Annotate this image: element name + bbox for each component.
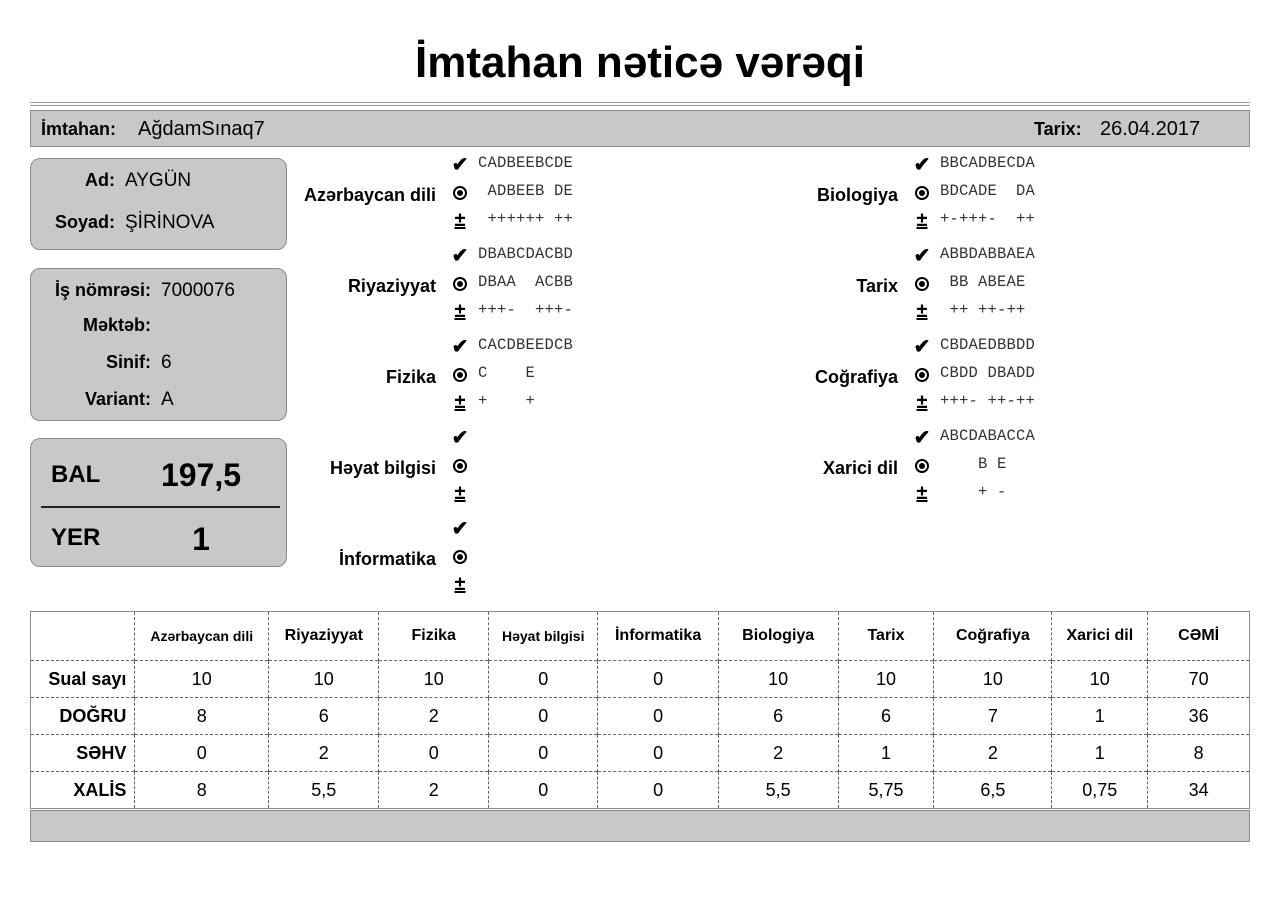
table-cell: 10 xyxy=(1052,661,1148,698)
table-cell: 5,5 xyxy=(718,772,838,809)
table-cell: 6,5 xyxy=(934,772,1052,809)
answer-marks: + - xyxy=(940,483,1007,501)
table-cell: 5,75 xyxy=(838,772,934,809)
table-header-cell: Biologiya xyxy=(718,612,838,661)
variant-label: Variant: xyxy=(84,389,151,409)
student-answers: DBAA ACBB xyxy=(478,273,574,291)
table-cell: 0 xyxy=(135,735,269,772)
exam-header-bar xyxy=(30,110,1250,147)
row-label: XALİS xyxy=(31,772,135,809)
student-answers: BB ABEAE xyxy=(940,273,1026,291)
answer-key: CACDBEEDCB xyxy=(478,336,574,354)
subject-block xyxy=(856,244,1210,328)
variant-value: A xyxy=(161,389,174,410)
name-value: AYGÜN xyxy=(125,170,192,191)
plus-minus-icon: ± xyxy=(454,573,466,595)
answer-marks: ++++++ ++ xyxy=(478,210,574,228)
table-cell: 8 xyxy=(1148,735,1250,772)
table-cell: 0 xyxy=(489,698,598,735)
subject-name: Xarici dil xyxy=(822,458,898,478)
work-no-value: 7000076 xyxy=(161,280,235,301)
plus-minus-icon: ± xyxy=(454,300,466,322)
class-value: 6 xyxy=(161,352,172,373)
table-header-cell: Fizika xyxy=(379,612,489,661)
table-cell: 5,5 xyxy=(269,772,379,809)
table-cell: 6 xyxy=(838,698,934,735)
bal-value: 197,5 xyxy=(160,457,242,493)
table-cell: 0 xyxy=(598,661,718,698)
table-cell: 0 xyxy=(379,735,489,772)
answer-key: CADBEEBCDE xyxy=(478,154,574,172)
table-cell: 0 xyxy=(489,735,598,772)
radio-icon xyxy=(448,364,472,384)
table-cell: 6 xyxy=(718,698,838,735)
subject-name: Riyaziyyat xyxy=(347,276,436,296)
table-header-cell: Xarici dil xyxy=(1052,612,1148,661)
plus-minus-icon: ± xyxy=(916,209,928,231)
answer-key: BBCADBECDA xyxy=(940,154,1036,172)
subject-name: Coğrafiya xyxy=(814,367,898,387)
radio-icon xyxy=(910,455,934,475)
plus-minus-icon: ± xyxy=(916,391,928,413)
radio-icon xyxy=(448,455,472,475)
answer-marks: +++- +++- xyxy=(478,301,574,319)
table-header-cell: Azərbaycan dili xyxy=(135,612,269,661)
subject-name: Biologiya xyxy=(816,185,898,205)
exam-label: İmtahan: xyxy=(41,119,117,139)
score-divider xyxy=(41,506,280,508)
table-cell: 2 xyxy=(934,735,1052,772)
table-cell: 2 xyxy=(379,772,489,809)
footer-bar xyxy=(30,810,1250,842)
class-label: Sinif: xyxy=(106,352,151,372)
subject-name: Tarix xyxy=(856,276,898,296)
table-cell: 2 xyxy=(269,735,379,772)
table-row xyxy=(31,661,1250,698)
check-icon: ✔ xyxy=(451,154,469,176)
answer-key: ABBDABBAEA xyxy=(940,245,1036,263)
table-cell: 70 xyxy=(1148,661,1250,698)
table-cell: 36 xyxy=(1148,698,1250,735)
work-no-label: İş nömrəsi: xyxy=(54,280,151,300)
subject-name: Həyat bilgisi xyxy=(329,458,436,478)
table-cell: 2 xyxy=(718,735,838,772)
page-title: İmtahan nəticə vərəqi xyxy=(415,38,865,87)
plus-minus-icon: ± xyxy=(454,209,466,231)
answer-marks: + + xyxy=(478,392,536,410)
table-cell: 10 xyxy=(718,661,838,698)
answer-marks: +-+++- ++ xyxy=(940,210,1036,228)
table-cell: 0 xyxy=(489,661,598,698)
check-icon: ✔ xyxy=(913,154,931,176)
answer-key: DBABCDACBD xyxy=(478,245,574,263)
table-header-row xyxy=(31,612,1250,661)
student-answers: ADBEEB DE xyxy=(478,182,574,200)
radio-icon xyxy=(910,273,934,293)
row-label: Sual sayı xyxy=(31,661,135,698)
table-cell: 10 xyxy=(135,661,269,698)
table-header-cell: Həyat bilgisi xyxy=(489,612,598,661)
subject-block xyxy=(816,153,1210,237)
table-cell: 10 xyxy=(379,661,489,698)
check-icon: ✔ xyxy=(913,427,931,449)
check-icon: ✔ xyxy=(913,336,931,358)
date-value: 26.04.2017 xyxy=(1100,118,1201,140)
row-label: DOĞRU xyxy=(31,698,135,735)
student-answers: BDCADE DA xyxy=(940,182,1036,200)
yer-label: YER xyxy=(51,524,101,551)
table-cell: 0,75 xyxy=(1052,772,1148,809)
table-cell: 0 xyxy=(489,772,598,809)
results-table xyxy=(30,611,1250,809)
answer-key: ABCDABACCA xyxy=(940,427,1036,445)
subject-block xyxy=(338,517,748,601)
bal-label: BAL xyxy=(51,461,101,488)
table-cell: 10 xyxy=(934,661,1052,698)
row-label: SƏHV xyxy=(31,735,135,772)
table-cell: 10 xyxy=(838,661,934,698)
table-cell: 0 xyxy=(598,698,718,735)
radio-icon xyxy=(910,182,934,202)
radio-icon xyxy=(448,546,472,566)
student-answers: CBDD DBADD xyxy=(940,364,1036,382)
divider xyxy=(30,105,1250,106)
table-header-cell xyxy=(31,612,135,661)
answer-marks: ++ ++-++ xyxy=(940,301,1026,319)
plus-minus-icon: ± xyxy=(454,482,466,504)
check-icon: ✔ xyxy=(451,427,469,449)
table-cell: 8 xyxy=(135,698,269,735)
table-cell: 10 xyxy=(269,661,379,698)
table-header-cell: CƏMİ xyxy=(1148,612,1250,661)
subject-name: Fizika xyxy=(385,367,436,387)
student-answers: B E xyxy=(940,455,1007,473)
subject-name: Azərbaycan dili xyxy=(303,185,436,205)
table-header-cell: Riyaziyyat xyxy=(269,612,379,661)
table-header-cell: İnformatika xyxy=(598,612,718,661)
answer-marks: +++- ++-++ xyxy=(940,392,1036,410)
school-label: Məktəb: xyxy=(82,315,151,335)
radio-icon xyxy=(448,182,472,202)
exam-value: AğdamSınaq7 xyxy=(138,118,265,140)
date-label: Tarix: xyxy=(1034,119,1082,139)
subject-block xyxy=(822,426,1210,510)
subject-name: İnformatika xyxy=(338,549,436,569)
table-cell: 1 xyxy=(1052,735,1148,772)
plus-minus-icon: ± xyxy=(454,391,466,413)
subject-block xyxy=(814,335,1210,419)
table-cell: 0 xyxy=(598,735,718,772)
check-icon: ✔ xyxy=(451,245,469,267)
surname-label: Soyad: xyxy=(54,212,115,232)
table-cell: 1 xyxy=(838,735,934,772)
plus-minus-icon: ± xyxy=(916,300,928,322)
surname-value: ŞİRİNOVA xyxy=(125,212,215,233)
table-cell: 0 xyxy=(598,772,718,809)
table-cell: 34 xyxy=(1148,772,1250,809)
radio-icon xyxy=(910,364,934,384)
answer-key: CBDAEDBBDD xyxy=(940,336,1036,354)
table-cell: 8 xyxy=(135,772,269,809)
table-cell: 2 xyxy=(379,698,489,735)
check-icon: ✔ xyxy=(913,245,931,267)
table-row xyxy=(31,735,1250,772)
table-header-cell: Tarix xyxy=(838,612,934,661)
name-label: Ad: xyxy=(85,170,115,190)
table-cell: 1 xyxy=(1052,698,1148,735)
yer-value: 1 xyxy=(192,521,210,557)
table-cell: 7 xyxy=(934,698,1052,735)
plus-minus-icon: ± xyxy=(916,482,928,504)
radio-icon xyxy=(448,273,472,293)
table-row xyxy=(31,772,1250,809)
table-row xyxy=(31,698,1250,735)
table-cell: 6 xyxy=(269,698,379,735)
check-icon: ✔ xyxy=(451,518,469,540)
check-icon: ✔ xyxy=(451,336,469,358)
table-header-cell: Coğrafiya xyxy=(934,612,1052,661)
divider xyxy=(30,102,1250,103)
student-answers: C E xyxy=(478,364,536,382)
